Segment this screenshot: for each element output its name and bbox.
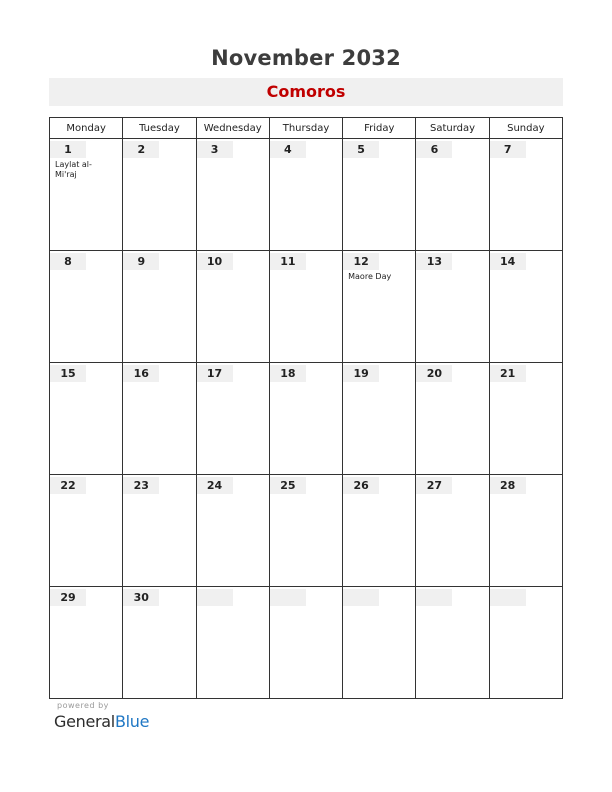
day-cell xyxy=(196,139,269,251)
day-cell xyxy=(343,139,416,251)
day-cell xyxy=(416,363,489,475)
day-number: 26 xyxy=(343,477,379,494)
week-row xyxy=(50,475,563,587)
day-cell xyxy=(196,475,269,587)
day-cell xyxy=(489,363,562,475)
day-cell xyxy=(269,587,342,699)
day-cell xyxy=(489,475,562,587)
day-number xyxy=(416,589,452,606)
day-cell xyxy=(343,363,416,475)
day-number: 17 xyxy=(197,365,233,382)
day-number: 5 xyxy=(343,141,379,158)
day-number: 16 xyxy=(123,365,159,382)
day-number: 13 xyxy=(416,253,452,270)
weekday-header: Sunday xyxy=(489,118,562,139)
brand-blue-text: Blue xyxy=(114,712,150,731)
day-number: 11 xyxy=(270,253,306,270)
day-cell xyxy=(269,251,342,363)
day-cell xyxy=(269,475,342,587)
day-cell xyxy=(123,587,196,699)
day-cell xyxy=(50,475,123,587)
day-cell xyxy=(343,475,416,587)
day-number: 6 xyxy=(416,141,452,158)
weekday-header-row xyxy=(50,118,563,139)
week-row xyxy=(50,363,563,475)
day-number: 9 xyxy=(123,253,159,270)
day-cell xyxy=(50,363,123,475)
day-number: 28 xyxy=(490,477,526,494)
country-name: Comoros xyxy=(266,82,346,101)
day-cell xyxy=(489,139,562,251)
day-cell xyxy=(489,587,562,699)
week-row xyxy=(50,139,563,251)
day-cell xyxy=(196,251,269,363)
day-cell xyxy=(123,475,196,587)
week-row xyxy=(50,587,563,699)
day-cell xyxy=(123,139,196,251)
day-cell xyxy=(269,363,342,475)
day-number: 8 xyxy=(50,253,86,270)
day-number: 12 xyxy=(343,253,379,270)
day-cell xyxy=(50,251,123,363)
day-cell xyxy=(416,139,489,251)
day-number: 19 xyxy=(343,365,379,382)
day-number xyxy=(270,589,306,606)
day-number: 30 xyxy=(123,589,159,606)
day-number: 1 xyxy=(50,141,86,158)
brand-general-text: General xyxy=(54,712,115,731)
weekday-header: Tuesday xyxy=(123,118,196,139)
day-number xyxy=(490,589,526,606)
day-number: 25 xyxy=(270,477,306,494)
day-cell xyxy=(269,139,342,251)
day-number: 4 xyxy=(270,141,306,158)
day-number: 22 xyxy=(50,477,86,494)
day-number: 20 xyxy=(416,365,452,382)
day-cell xyxy=(123,363,196,475)
day-cell xyxy=(196,587,269,699)
weekday-header: Saturday xyxy=(416,118,489,139)
day-cell xyxy=(196,363,269,475)
day-cell xyxy=(123,251,196,363)
day-number: 24 xyxy=(197,477,233,494)
day-number: 29 xyxy=(50,589,86,606)
day-cell xyxy=(50,587,123,699)
weekday-header: Wednesday xyxy=(196,118,269,139)
page-title: November 2032 xyxy=(211,46,401,70)
day-number: 2 xyxy=(123,141,159,158)
calendar-grid xyxy=(49,117,563,699)
day-number: 10 xyxy=(197,253,233,270)
day-cell xyxy=(416,587,489,699)
day-number: 18 xyxy=(270,365,306,382)
weekday-header: Friday xyxy=(343,118,416,139)
holiday-label: Laylat al-Mi'raj xyxy=(55,160,92,179)
day-cell xyxy=(50,139,123,251)
day-cell xyxy=(489,251,562,363)
day-number: 3 xyxy=(197,141,233,158)
day-number: 15 xyxy=(50,365,86,382)
generalblue-logo[interactable] xyxy=(54,712,149,731)
powered-by-label: powered by xyxy=(57,701,109,710)
day-number: 23 xyxy=(123,477,159,494)
day-number: 21 xyxy=(490,365,526,382)
weekday-header: Monday xyxy=(50,118,123,139)
day-cell xyxy=(416,251,489,363)
day-number xyxy=(197,589,233,606)
country-banner xyxy=(49,78,563,106)
holiday-label: Maore Day xyxy=(348,272,392,281)
week-row xyxy=(50,251,563,363)
day-cell xyxy=(343,587,416,699)
day-number: 7 xyxy=(490,141,526,158)
day-number xyxy=(343,589,379,606)
day-cell xyxy=(343,251,416,363)
day-cell xyxy=(416,475,489,587)
day-number: 14 xyxy=(490,253,526,270)
weekday-header: Thursday xyxy=(269,118,342,139)
day-number: 27 xyxy=(416,477,452,494)
